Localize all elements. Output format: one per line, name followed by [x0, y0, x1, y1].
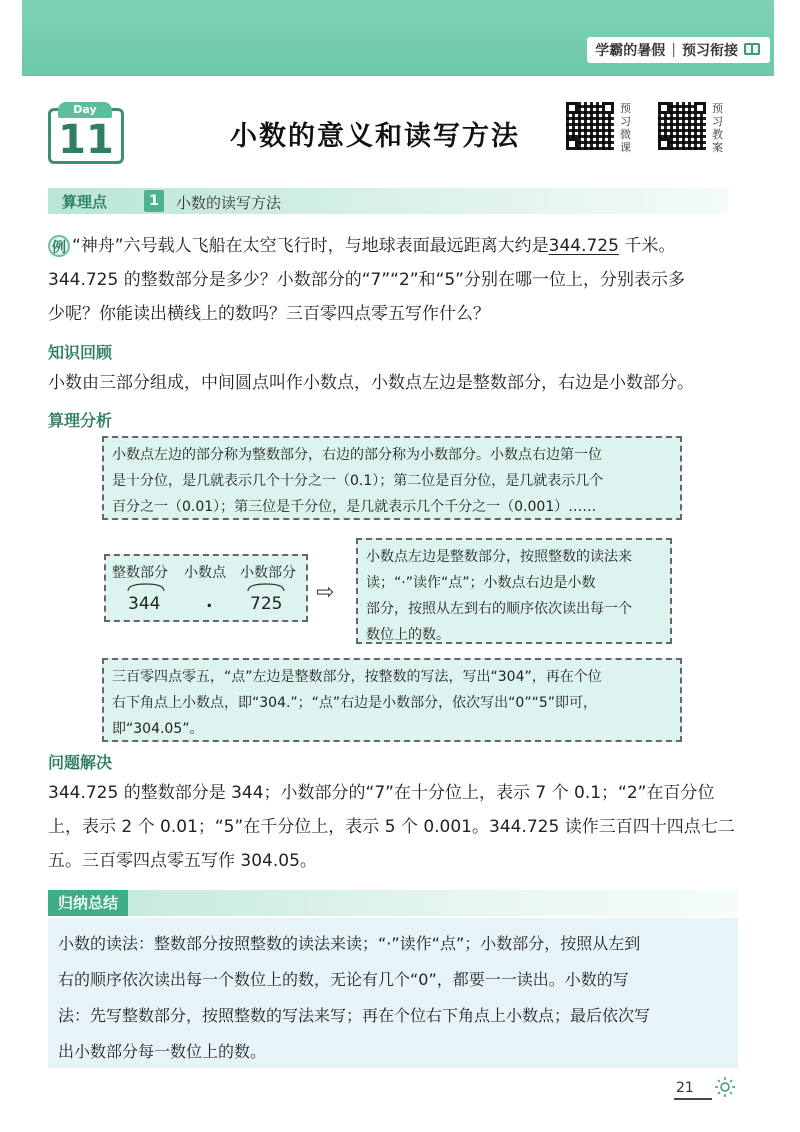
summary-header	[48, 890, 738, 916]
summary-tag: 归纳总结	[48, 890, 128, 916]
qr-code-lesson-plan[interactable]	[658, 102, 706, 150]
decimal-structure-diagram	[104, 554, 308, 622]
decimal-part-value: 725	[250, 594, 283, 614]
integer-part-label: 整数部分	[112, 565, 168, 581]
section-subtitle: 小数的读写方法	[176, 194, 282, 212]
analysis-box-reading: 小数点左边是整数部分，按照整数的读法来 读；“·”读作“点”；小数点右边是小数 部分，按照从左到右的顺序依次读出每一个 数位上的数。	[356, 538, 672, 644]
page-title: 小数的意义和读写方法	[230, 121, 520, 152]
section-header	[48, 188, 728, 214]
section-tag: 算理点	[62, 193, 108, 211]
day-number: 11	[58, 117, 114, 163]
page-number-underline	[674, 1098, 712, 1100]
brace-decimal-icon	[246, 582, 286, 592]
example-problem: 例 “神舟”六号载人飞船在太空飞行时，与地球表面最远距离大约是344.725 千米。 344.725 的整数部分是多少？小数部分的“7”“2”和“5”分别在哪一位上，分别表示多 少呢？你能读出横线上的数吗？三百零四点零五写作什么？	[48, 236, 685, 324]
page-number: 21	[676, 1080, 694, 1096]
sun-icon	[714, 1076, 736, 1098]
brace-integer-icon	[126, 582, 166, 592]
right-arrow-icon: ⇨	[316, 580, 335, 605]
solution-text: 344.725 的整数部分是 344；小数部分的“7”在十分位上，表示 7 个 0.1；“2”在百分位 上，表示 2 个 0.01；“5”在千分位上，表示 5 个 0.001。344.725 读作三百四十四点七二 五。三百零四点零五写作 304.05。	[48, 783, 735, 871]
series-title: 学霸的暑假	[595, 43, 666, 59]
day-label: Day	[58, 102, 112, 118]
example-mark: 例	[48, 235, 70, 257]
qr-code-micro-lesson[interactable]	[566, 102, 614, 150]
book-icon	[744, 43, 762, 57]
series-tag	[587, 37, 770, 63]
review-heading: 知识回顾	[48, 343, 113, 362]
separator: |	[671, 42, 676, 58]
section-number: 1	[144, 190, 164, 212]
decimal-part-label: 小数部分	[240, 565, 296, 581]
review-text: 小数由三部分组成，中间圆点叫作小数点，小数点左边是整数部分，右边是小数部分。	[48, 373, 694, 393]
decimal-point-value: .	[206, 592, 213, 612]
solution-heading: 问题解决	[48, 753, 113, 772]
integer-part-value: 344	[128, 594, 161, 614]
analysis-box-writing: 三百零四点零五，“点”左边是整数部分，按整数的写法，写出“304”，再在个位 右下角点上小数点，即“304.”；“点”右边是小数部分，依次写出“0”“5”即可， 即“304.05”。	[102, 658, 682, 742]
analysis-heading: 算理分析	[48, 411, 113, 430]
section-title: 预习衔接	[682, 43, 738, 59]
summary-box: 小数的读法：整数部分按照整数的读法来读；“·”读作“点”；小数部分，按照从左到 右的顺序依次读出每一个数位上的数，无论有几个“0”，都要一一读出。小数的写 法：先写整数部分，按照整数的写法来写；再在个位右下角点上小数点；最后依次写 出小数部分每一数位上的数。	[48, 918, 738, 1068]
underlined-number: 344.725	[548, 236, 619, 256]
qr-label-lesson-plan: 预 习 教 案	[712, 102, 723, 154]
decimal-point-label: 小数点	[184, 565, 226, 581]
analysis-box-definition: 小数点左边的部分称为整数部分，右边的部分称为小数部分。小数点右边第一位 是十分位，是几就表示几个十分之一（0.1）；第二位是百分位，是几就表示几个 百分之一（0.01）；第三位是千分位，是几就表示几个千分之一（0.001）……	[102, 436, 682, 520]
qr-label-micro-lesson: 预 习 微 课	[620, 102, 631, 154]
